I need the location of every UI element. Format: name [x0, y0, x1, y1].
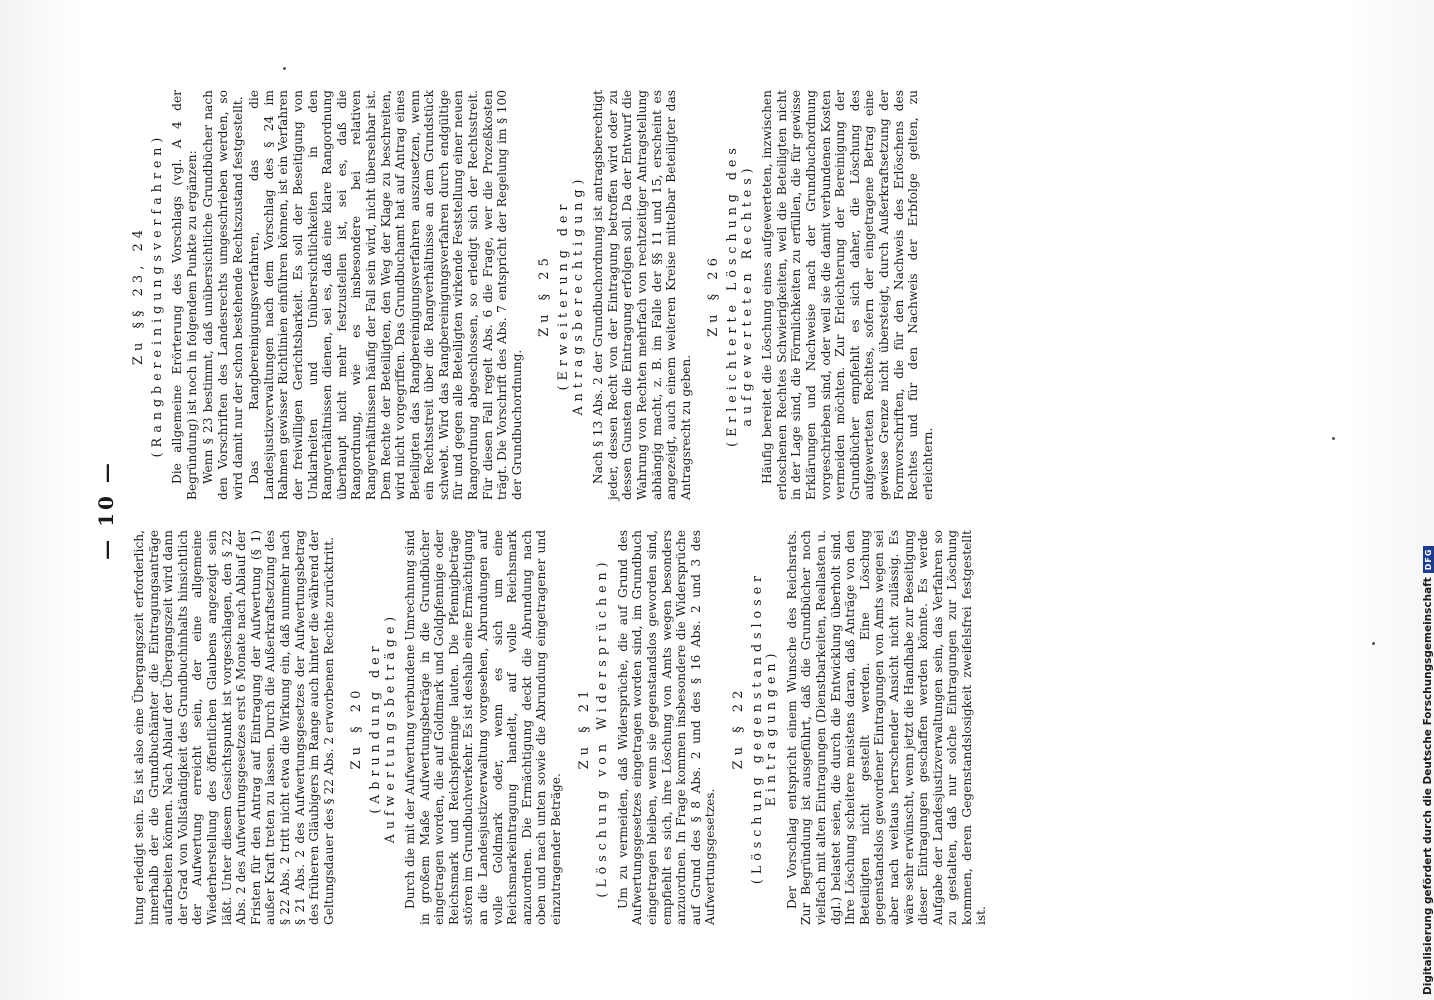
- section-title-25: (Erweiterung der Antragsberechtigung): [555, 174, 585, 416]
- section-title-20: (Abrundung der Aufwertungsbeträge): [366, 611, 397, 844]
- section-paragraph: Nach § 13 Abs. 2 der Grundbuchordnung ist antragsberechtigt jeder, dessen Recht von der Eintragung betroffen wird oder zu dessen Gunsten die Eintragung erfolgen soll. Da der Entwurf die Wahrung von Rechten mehrfach von rechtzeitiger Antragstellung abhängig macht, z. B. im Falle der §§ 11 und 15, erscheint es angezeigt, auch einem weiteren Kreise mittelbar Beteiligter das Antragsrecht zu geben.: [591, 90, 693, 500]
- page-number: — 10 —: [94, 460, 118, 560]
- section-paragraph: Das Rangbereinigungsverfahren, das die Landesjustizverwaltungen nach dem Vorschlag des § 24 im Rahmen gewisser Richtlinien einführen können, ist ein Verfahren der freiwilligen Gerichtsbarkeit. Es soll der Beseitigung von Unklarheiten und Unübersichtlichkeiten in den Rangverhältnissen dienen, sei es, daß eine klare Rangordnung überhaupt nicht mehr festzustellen ist, sei es, daß die Rangordnung, wie es insbesondere bei relativen Rangverhältnissen häufig der Fall sein wird, nicht übersehbar ist. Dem Rechte der Beteiligten, den Weg der Klage zu beschreiten, wird nicht vorgegriffen. Das Grundbuchamt hat auf Antrag eines Beteiligten das Rangbereinigungsverfahren auszusetzen, wenn ein Rechtsstreit über die Rangverhältnisse an dem Grundstück schwebt. Wird das Rangbereinigungsverfahren durch endgültige für und gegen alle Beteiligten wirkende Feststellung einer neuen Rangordnung abgeschlossen, so erledigt sich der Rechtsstreit. Für diesen Fall regelt Abs. 6 die Frage, wer die Prozeßkosten trägt. Die Vorschrift des Abs. 7 entspricht der Regelung im § 100 der Grundbuchordnung.: [247, 90, 524, 500]
- left-text-column: [132, 530, 991, 925]
- section-heading-22: Zu § 22: [730, 685, 746, 770]
- section-heading-21: Zu § 21: [576, 685, 592, 770]
- section-title-22: (Löschung gegenstandsloser Eintragungen): [748, 570, 779, 885]
- section-heading-23-24: Zu §§ 23, 24: [131, 224, 146, 366]
- intro-paragraph: tung erledigt sein. Es ist also eine Übergangszeit erforderlich, innerhalb der die Grundbuchämter die Eintragungsanträge aufarbeiten können. Nach Ablauf der Übergangszeit wird dann der Grad von Vollständigkeit des Grundbuchinhalts hinsichtlich der Aufwertung erreicht sein, der eine allgemeine Wiederherstellung des öffentlichen Glaubens angezeigt sein läßt. Unter diesem Gesichtspunkt ist vorgeschlagen, den § 22 Abs. 2 des Aufwertungsgesetzes erst 6 Monate nach Ablauf der Fristen für den Antrag auf Eintragung der Aufwertung (§ 1) außer Kraft treten zu lassen. Durch die Außerkraftsetzung des § 22 Abs. 2 tritt nicht etwa die Wirkung ein, daß nunmehr nach § 21 Abs. 2 des Aufwertungsgesetzes der Aufwertungsbetrag des früheren Gläubigers im Range auch hinter die während der Geltungsdauer des § 22 Abs. 2 erworbenen Rechte zurücktritt.: [132, 530, 336, 925]
- section-heading-20: Zu § 20: [349, 685, 365, 770]
- section-paragraph: Die allgemeine Erörterung des Vorschlags (vgl. A 4 der Begründung) ist noch in folgendem Punkte zu ergänzen:: [170, 90, 199, 500]
- scan-speck: [1332, 437, 1335, 440]
- section-paragraph: Wenn § 23 bestimmt, daß unübersichtliche Grundbücher nach den Vorschriften des Landesrechts umgeschrieben werden, so wird damit nur der schon bestehende Rechtszustand festgestellt.: [201, 90, 245, 500]
- scan-speck: [1372, 642, 1375, 645]
- section-body-21: Um zu vermeiden, daß Widersprüche, die auf Grund des Aufwertungsgesetzes eingetragen worden sind, im Grundbuch eingetragen bleiben, wenn sie gegenstandslos geworden sind, empfiehlt es sich, ihre Löschung von Amts wegen besonders anzuordnen. In Frage kommen insbesondere die Widersprüche auf Grund des § 8 Abs. 2 und des § 16 Abs. 2 und 3 des Aufwertungsgesetzes.: [615, 530, 718, 925]
- section-paragraph: Häufig bereitet die Löschung eines aufgewerteten, inzwischen erloschenen Rechtes Schwierigkeiten, weil die Beteiligten nicht in der Lage sind, die Förmlichkeiten zu erfüllen, die für gewisse Erklärungen und Nachweise nach der Grundbuchordnung vorgeschrieben sind, oder weil sie die damit verbundenen Kosten vermeiden möchten. Zur Erleichterung der Bereinigung der Grundbücher empfiehlt es sich daher, die Löschung des aufgewerteten Rechtes, sofern der eingetragene Betrag eine gewisse Grenze nicht übersteigt, durch Außerkraftsetzung der Formvorschriften, die für den Nachweis des Erlöschens des Rechtes und für den Nachweis der Erbfolge gelten, zu erleichtern.: [760, 90, 935, 500]
- section-body-20: Durch die mit der Aufwertung verbundene Umrechnung sind in großem Maße Aufwertungsbeträge in die Grundbücher eingetragen worden, die auf Goldmark und Goldpfennige oder Reichsmark und Reichspfennige lauten. Die Pfennigbeträge stören im Grundbuchverkehr. Es ist deshalb eine Ermächtigung an die Landesjustizverwaltung vorgesehen, Abrundungen auf volle Goldmark oder, wenn es sich um eine Reichsmarkeintragung handelt, auf volle Reichsmark anzuordnen. Die Ermächtigung deckt die Abrundung nach oben und nach unten sowie die Abrundung eingetragener und einzutragender Beträge.: [403, 530, 564, 925]
- scan-speck: [283, 67, 286, 70]
- credit-text: Digitalisierung gefördert durch die Deutsche Forschungsgemeinschaft: [1422, 577, 1434, 995]
- section-heading-26: Zu § 26: [706, 253, 722, 337]
- section-title-23-24: (Rangbereinigungsverfahren): [148, 132, 164, 458]
- dfg-logo: DFG: [1423, 546, 1434, 574]
- section-title-26: (Erleichterte Löschung des aufgewerteten Rechtes): [723, 143, 754, 447]
- section-body-22: Der Vorschlag entspricht einem Wunsche des Reichsrats. Zur Begründung ist ausgeführt, daß die Grundbücher noch vielfach mit alten Eintragungen (Dienstbarkeiten, Reallasten u. dgl.) belastet seien, die durch die Entwicklung überholt sind. Ihre Löschung scheitere meistens daran, daß Anträge von den Beteiligten nicht gestellt werden. Eine Löschung gegenstandslos gewordener Eintragungen von Amts wegen sei aber nach weitaus herrschender Ansicht nicht zulässig. Es wäre sehr erwünscht, wenn jetzt die Handhabe zur Beseitigung dieser Eintragungen geschaffen werden könnte. Es werde Aufgabe der Landesjustizverwaltungen sein, das Verfahren so zu gestalten, daß nur solche Eintragungen zur Löschung kommen, deren Gegenstandslosigkeit zweifelsfrei festgestellt ist.: [784, 530, 989, 925]
- rotated-document-page: [94, 90, 1304, 925]
- section-title-21: (Löschung von Widersprüchen): [594, 557, 610, 898]
- digitization-credit: [1420, 5, 1434, 995]
- right-text-column: [132, 90, 937, 500]
- section-heading-25: Zu § 25: [537, 253, 553, 337]
